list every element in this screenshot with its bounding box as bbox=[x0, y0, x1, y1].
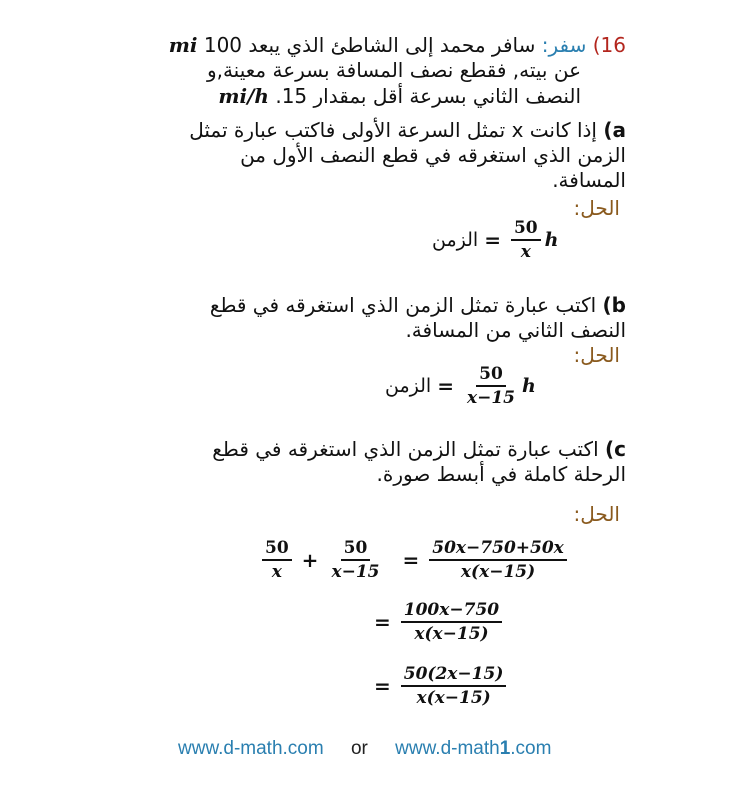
fraction-r2-den: x(x−15) bbox=[414, 624, 489, 644]
fraction-r1-den: x(x−15) bbox=[460, 562, 536, 582]
fraction-r2-num: 100x−750 bbox=[401, 600, 502, 623]
site-link-2[interactable] bbox=[395, 738, 551, 759]
fraction-r1-num: 50x−750+50x bbox=[429, 538, 567, 561]
site-link-2-prefix: www.d-math bbox=[395, 738, 500, 759]
fraction-c1-den: x bbox=[271, 562, 282, 582]
site-link-2-suffix: .com bbox=[510, 738, 552, 759]
fraction-b bbox=[464, 364, 518, 408]
footer-links bbox=[178, 738, 551, 760]
fraction-r3-num: 50(2x−15) bbox=[401, 664, 507, 687]
fraction-b-num: 50 bbox=[476, 364, 506, 387]
fraction-c2-num: 50 bbox=[341, 538, 371, 561]
part-b-label: b) bbox=[602, 293, 626, 317]
problem-line-1 bbox=[106, 33, 626, 58]
site-link-2-bold: 1 bbox=[499, 738, 511, 759]
fraction-c1-num: 50 bbox=[262, 538, 292, 561]
eq-sign-c1: = bbox=[402, 548, 420, 572]
fraction-a-num: 50 bbox=[511, 218, 541, 241]
part-a-question bbox=[166, 118, 626, 193]
eq-word-b: الزمن bbox=[385, 375, 432, 397]
part-c-text: اكتب عبارة تمثل الزمن الذي استغرقه في قطع الرحلة كاملة في أبسط صورة. bbox=[212, 437, 626, 486]
fraction-r3-den: x(x−15) bbox=[416, 688, 491, 708]
problem-text-1: سافر محمد إلى الشاطئ الذي يبعد 100 bbox=[203, 33, 536, 57]
part-a-text: إذا كانت x تمثل السرعة الأولى فاكتب عبارة تمثل الزمن الذي استغرقه في قطع النصف الأول من المسافة. bbox=[189, 118, 626, 192]
problem-topic: سفر: bbox=[541, 33, 587, 57]
eq-sign-c2: = bbox=[374, 610, 391, 634]
unit-hours-b: h bbox=[522, 375, 536, 397]
part-c-equation-1 bbox=[258, 538, 571, 582]
part-c-equation-2 bbox=[368, 600, 506, 644]
fraction-c2-den: x−15 bbox=[331, 562, 380, 582]
part-b-equation bbox=[385, 364, 536, 408]
part-b-question bbox=[166, 293, 626, 343]
part-c-label: c) bbox=[605, 437, 626, 461]
part-c-question bbox=[166, 437, 626, 487]
fraction-r3 bbox=[401, 664, 507, 708]
eq-sign-c3: = bbox=[374, 674, 391, 698]
fraction-b-den: x−15 bbox=[466, 388, 516, 408]
part-c-solution-label: الحل: bbox=[573, 502, 620, 526]
problem-line-3 bbox=[101, 84, 581, 109]
fraction-c1 bbox=[262, 538, 292, 582]
part-a-solution-label: الحل: bbox=[573, 196, 620, 220]
part-b-text: اكتب عبارة تمثل الزمن الذي استغرقه في قطع النصف الثاني من المسافة. bbox=[209, 293, 626, 342]
site-link-1[interactable]: www.d-math.com bbox=[178, 738, 324, 759]
unit-hours-a: h bbox=[544, 229, 559, 251]
problem-number: 16) bbox=[592, 33, 626, 57]
footer-or: or bbox=[350, 738, 368, 759]
part-a-equation bbox=[432, 218, 558, 262]
unit-miles: mi bbox=[168, 33, 198, 57]
problem-text-3: النصف الثاني بسرعة أقل بمقدار 15. bbox=[275, 84, 581, 108]
fraction-r1 bbox=[429, 538, 567, 582]
part-c-equation-3 bbox=[368, 664, 510, 708]
plus-sign: + bbox=[301, 548, 319, 572]
fraction-r2 bbox=[401, 600, 502, 644]
eq-word-a: الزمن bbox=[432, 229, 479, 251]
eq-sign-b: = bbox=[437, 374, 454, 398]
fraction-a bbox=[511, 218, 541, 262]
part-a-label: a) bbox=[603, 118, 626, 142]
eq-sign-a: = bbox=[484, 228, 501, 252]
fraction-c2 bbox=[328, 538, 382, 582]
problem-text-2: عن بيته, فقطع نصف المسافة بسرعة معينة,و bbox=[206, 58, 581, 82]
unit-speed: mi/h bbox=[218, 84, 269, 108]
fraction-a-den: x bbox=[520, 242, 531, 262]
part-b-solution-label: الحل: bbox=[573, 343, 620, 367]
